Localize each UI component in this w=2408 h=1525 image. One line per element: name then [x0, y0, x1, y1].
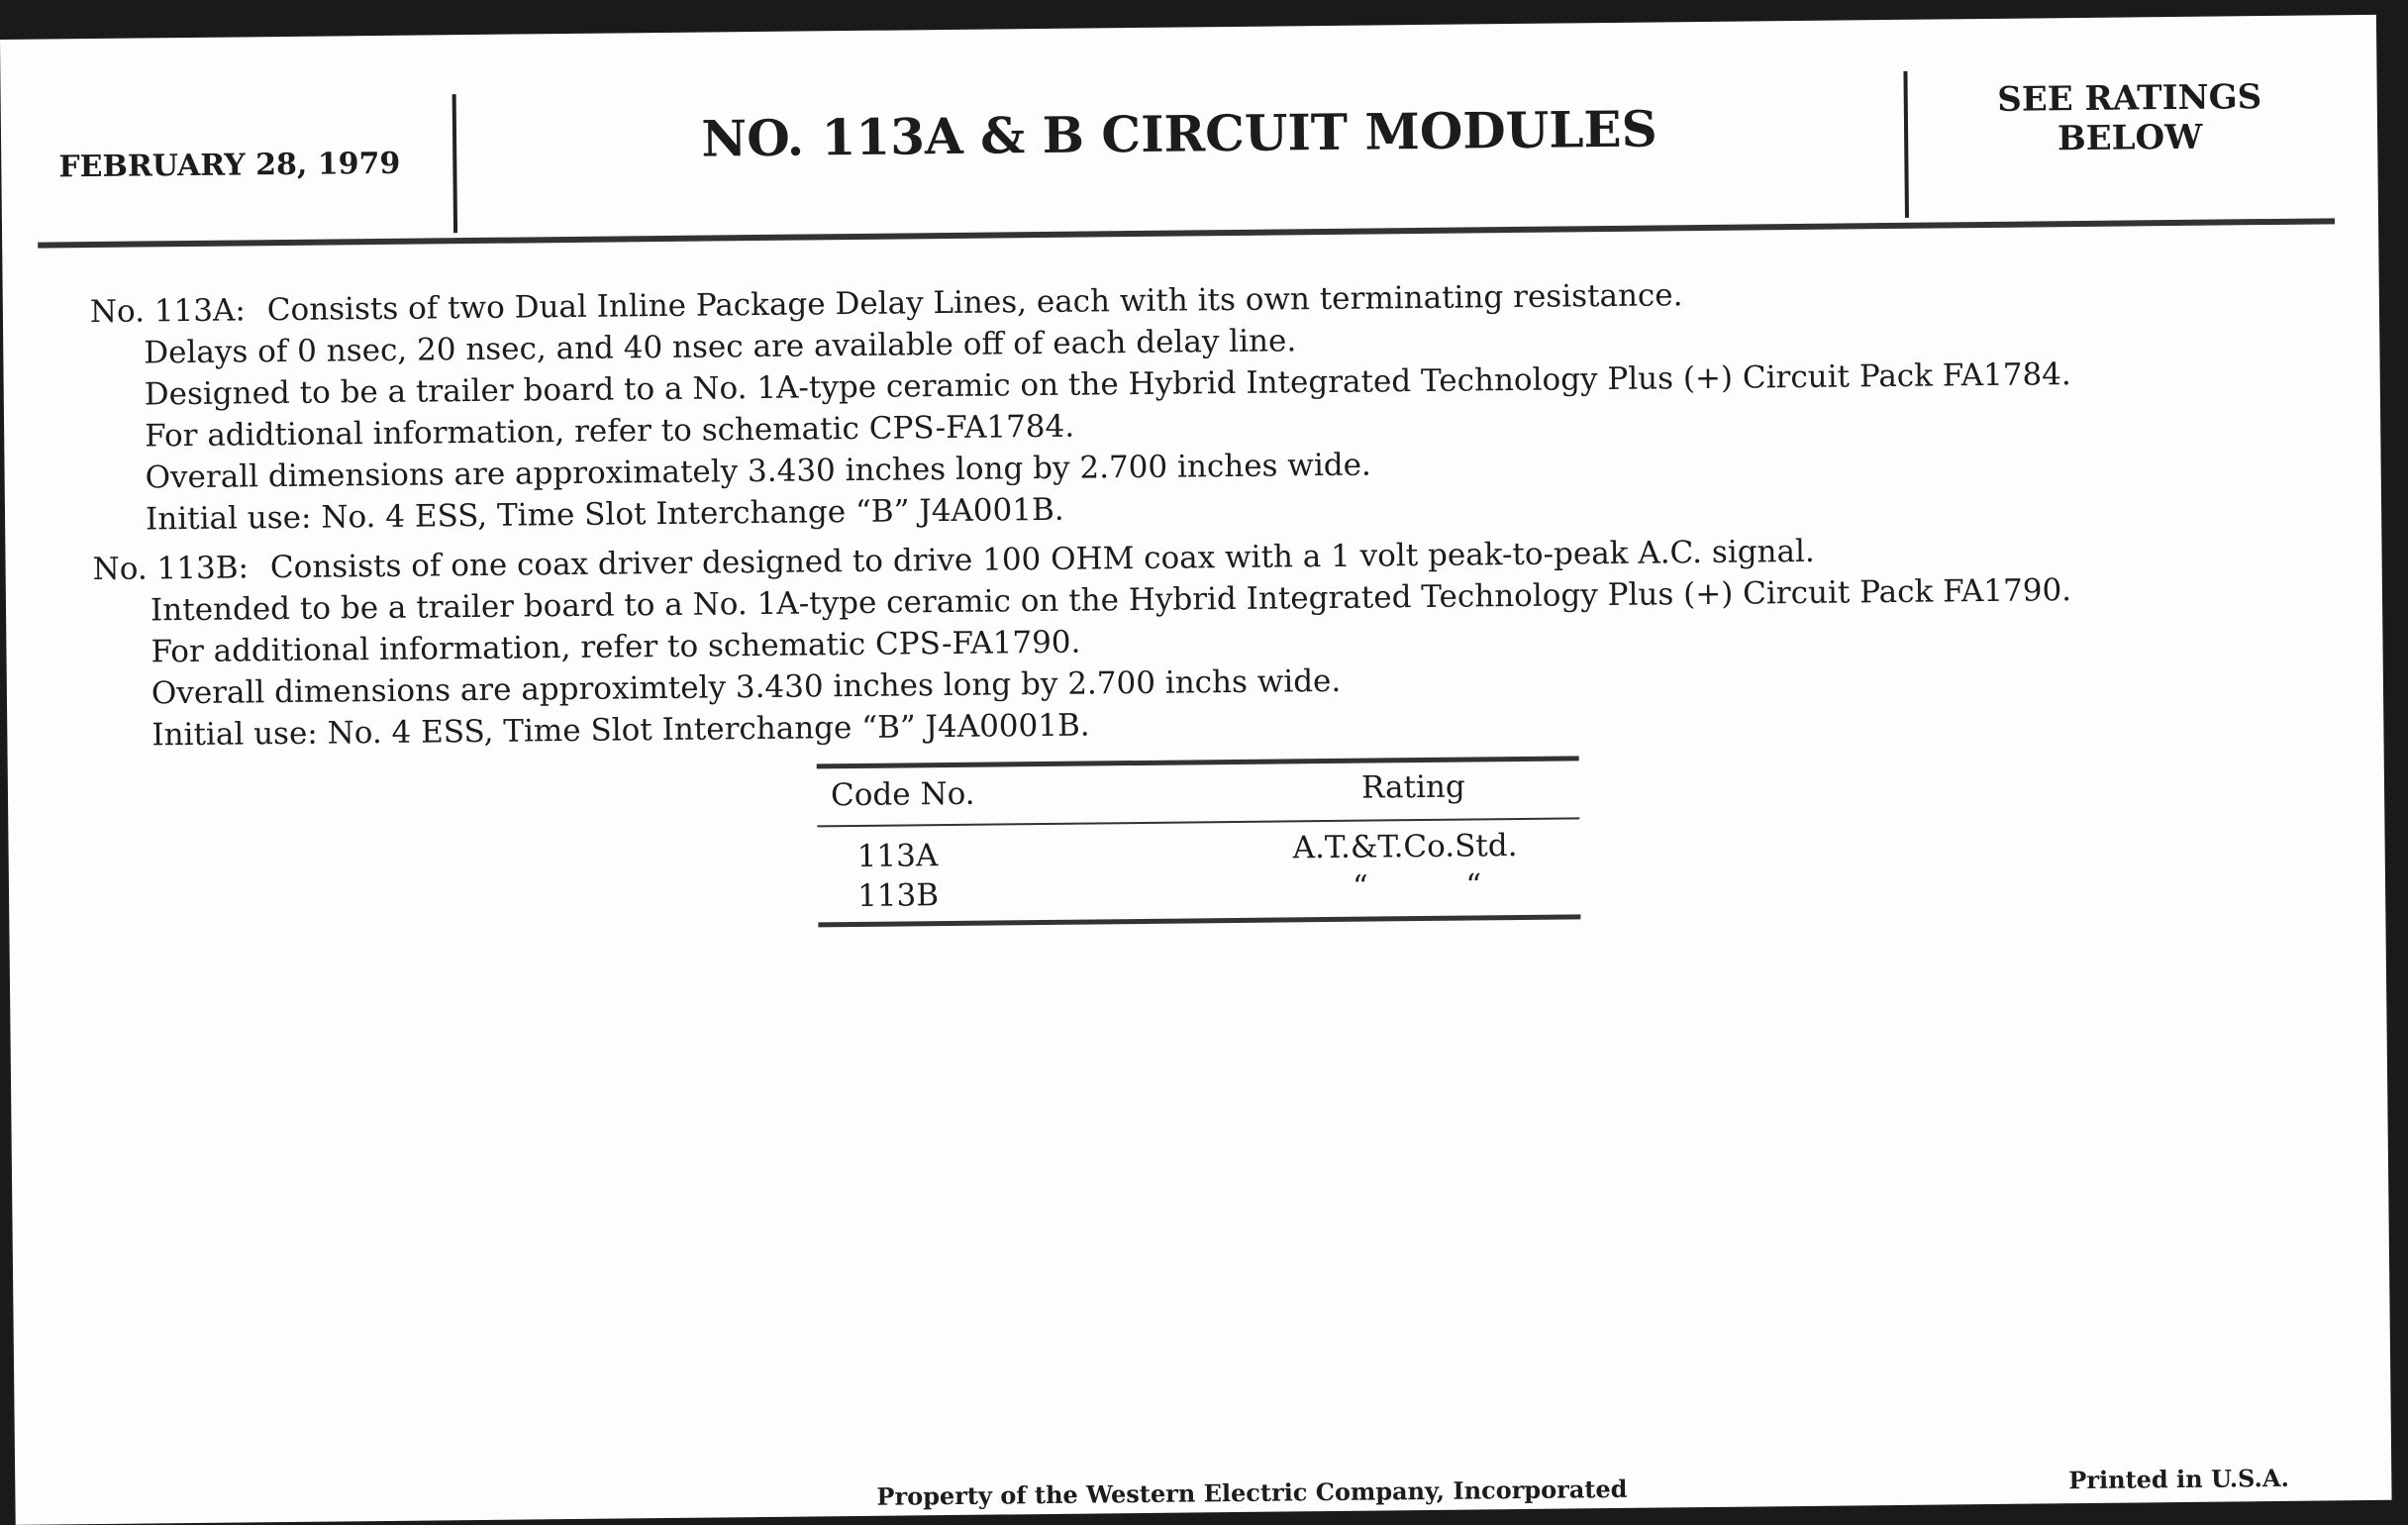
table-cell-rating: “ “ — [1352, 867, 1482, 905]
table-header-rule — [817, 817, 1579, 827]
header-divider-right — [1903, 71, 1909, 218]
ratings-note-line2: BELOW — [2057, 117, 2203, 159]
module-a-line: Initial use: No. 4 ESS, Time Slot Interchange “B” J4A001B. — [145, 491, 1064, 538]
table-cell-code: 113A — [856, 838, 939, 874]
module-b-line: Initial use: No. 4 ESS, Time Slot Interchange “B” J4A0001B. — [151, 707, 1090, 754]
module-a-line: Consists of two Dual Inline Package Delay Lines, each with its own terminating resistance. — [266, 277, 1683, 329]
module-a-line: For adidtional information, refer to schematic CPS-FA1784. — [145, 408, 1075, 455]
footer-printed: Printed in U.S.A. — [2068, 1463, 2290, 1495]
module-b-label: No. 113B: — [92, 550, 250, 588]
ratings-table — [817, 756, 1579, 914]
module-b-line: For additional information, refer to schematic CPS-FA1790. — [150, 624, 1081, 670]
table-header-code: Code No. — [830, 775, 975, 814]
ratings-note — [1912, 76, 2349, 160]
module-a-line: Overall dimensions are approximately 3.430 inches long by 2.700 inches wide. — [145, 447, 1371, 496]
document-date: FEBRUARY 28, 1979 — [58, 146, 401, 185]
document-title: NO. 113A & B CIRCUIT MODULES — [701, 99, 1657, 168]
module-a-label: No. 113A: — [89, 292, 247, 331]
module-a-line: Designed to be a trailer board to a No. 1A-type ceramic on the Hybrid Integrated Technology Plus (+) Circuit Pack FA1784. — [144, 356, 2071, 413]
header-rule — [38, 218, 2335, 248]
module-b-line: Consists of one coax driver designed to drive 100 OHM coax with a 1 volt peak-to-peak A.C. signal. — [269, 533, 1815, 586]
module-b-line: Intended to be a trailer board to a No. 1A-type ceramic on the Hybrid Integrated Technology Plus (+) Circuit Pack FA1790. — [150, 572, 2072, 629]
module-a-first-row — [90, 277, 1683, 330]
ratings-note-line1: SEE RATINGS — [1997, 77, 2262, 120]
module-a-line: Delays of 0 nsec, 20 nsec, and 40 nsec are available off of each delay line. — [144, 323, 1297, 371]
module-b-line: Overall dimensions are approximtely 3.430 inches long by 2.700 inchs wide. — [150, 662, 1342, 712]
table-cell-rating: A.T.&T.Co.Std. — [1292, 827, 1518, 866]
table-cell-code: 113B — [856, 877, 940, 914]
document-page — [0, 15, 2392, 1525]
table-top-rule — [817, 756, 1579, 768]
table-header-rating: Rating — [1360, 768, 1465, 806]
table-bottom-rule — [818, 914, 1580, 927]
footer-property: Property of the Western Electric Company, Incorporated — [876, 1474, 1628, 1511]
